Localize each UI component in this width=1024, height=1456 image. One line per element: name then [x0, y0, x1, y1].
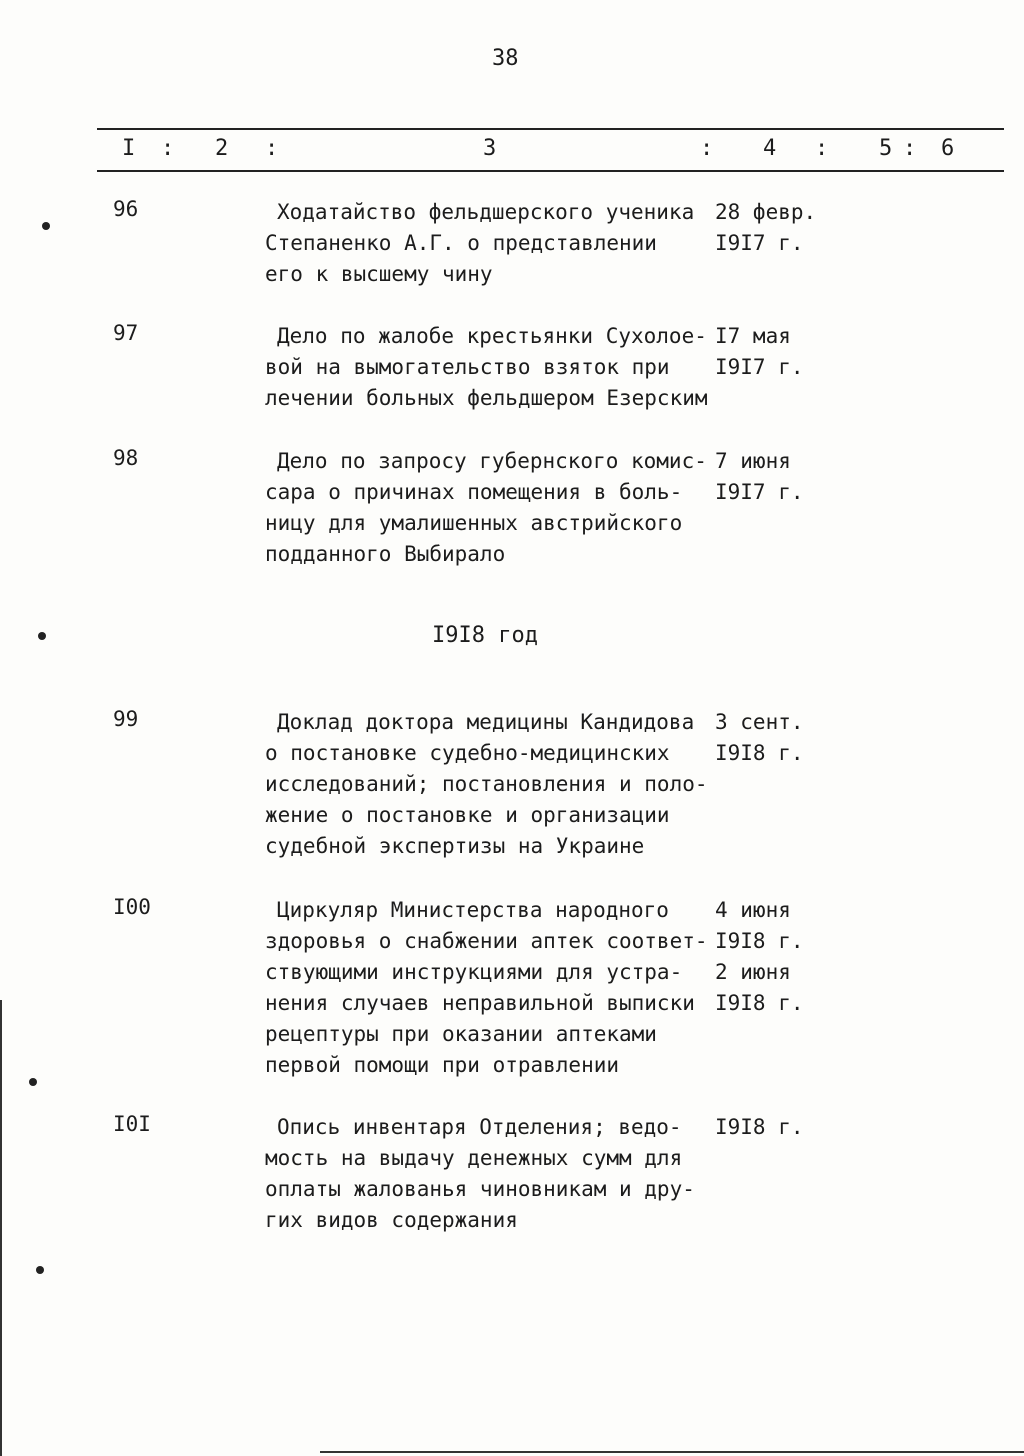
- description-line: здоровья о снабжении аптек соответ-: [265, 929, 708, 953]
- description-line: оплаты жалованья чиновникам и дру-: [265, 1177, 695, 1201]
- date-line: I9I7 г.: [715, 231, 804, 255]
- table-header-rule: [97, 170, 1004, 172]
- record-number: 98: [113, 446, 139, 470]
- description-line: Степаненко А.Г. о представлении: [265, 231, 657, 255]
- record-description: [265, 895, 708, 1081]
- description-line: мость на выдачу денежных сумм для: [265, 1146, 683, 1170]
- page-number: 38: [492, 46, 519, 71]
- header-sep: :: [265, 136, 279, 161]
- date-line: I9I7 г.: [715, 480, 804, 504]
- description-line: гих видов содержания: [265, 1208, 518, 1232]
- description-line: Опись инвентаря Отделения; ведо-: [277, 1115, 682, 1139]
- date-line: 4 июня: [715, 898, 791, 922]
- year-heading: I9I8 год: [432, 623, 538, 648]
- description-line: ницу для умалишенных австрийского: [265, 511, 683, 535]
- date-line: I9I7 г.: [715, 355, 804, 379]
- date-line: I9I8 г.: [715, 991, 804, 1015]
- header-sep: :: [161, 136, 175, 161]
- record-date: [715, 707, 804, 769]
- page-edge-left: [0, 1000, 2, 1456]
- date-line: I9I8 г.: [715, 1115, 804, 1139]
- header-col-5: 5: [879, 136, 893, 161]
- description-line: рецептуры при оказании аптеками: [265, 1022, 657, 1046]
- record-number: 99: [113, 707, 139, 731]
- description-line: исследований; постановления и поло-: [265, 772, 708, 796]
- header-sep: :: [700, 136, 714, 161]
- header-col-4: 4: [763, 136, 777, 161]
- binder-hole-mark: [36, 1266, 44, 1274]
- description-line: вой на вымогательство взяток при: [265, 355, 670, 379]
- table-top-rule: [97, 128, 1004, 130]
- header-col-6: 6: [941, 136, 955, 161]
- description-line: первой помощи при отравлении: [265, 1053, 620, 1077]
- record-number: I0I: [113, 1112, 151, 1136]
- description-line: подданного Выбирало: [265, 542, 506, 566]
- description-line: о постановке судебно-медицинских: [265, 741, 670, 765]
- record-date: [715, 1112, 804, 1143]
- record-date: [715, 446, 804, 508]
- header-col-1: I: [122, 136, 136, 161]
- record-description: [265, 197, 694, 290]
- page-edge-bottom: [320, 1451, 1024, 1453]
- date-line: 3 сент.: [715, 710, 804, 734]
- header-col-3: 3: [483, 136, 497, 161]
- date-line: I9I8 г.: [715, 929, 804, 953]
- binder-hole-mark: [29, 1078, 37, 1086]
- record-date: [715, 895, 804, 1019]
- description-line: Дело по запросу губернского комис-: [277, 449, 707, 473]
- description-line: судебной экспертизы на Украине: [265, 834, 645, 858]
- description-line: Доклад доктора медицины Кандидова: [277, 710, 695, 734]
- description-line: Ходатайство фельдшерского ученика: [277, 200, 695, 224]
- record-description: [265, 321, 708, 414]
- header-sep: :: [815, 136, 829, 161]
- record-description: [265, 707, 708, 862]
- date-line: 2 июня: [715, 960, 791, 984]
- date-line: I7 мая: [715, 324, 791, 348]
- record-description: [265, 446, 707, 570]
- record-number: 97: [113, 321, 139, 345]
- description-line: лечении больных фельдшером Езерским: [265, 386, 708, 410]
- description-line: Циркуляр Министерства народного: [277, 898, 669, 922]
- description-line: нения случаев неправильной выписки: [265, 991, 695, 1015]
- header-sep: :: [903, 136, 917, 161]
- description-line: его к высшему чину: [265, 262, 493, 286]
- record-number: I00: [113, 895, 151, 919]
- date-line: 7 июня: [715, 449, 791, 473]
- description-line: сара о причинах помещения в боль-: [265, 480, 683, 504]
- date-line: 28 февр.: [715, 200, 817, 224]
- description-line: Дело по жалобе крестьянки Сухолое-: [277, 324, 707, 348]
- header-col-2: 2: [215, 136, 229, 161]
- record-date: [715, 321, 804, 383]
- record-description: [265, 1112, 695, 1236]
- description-line: жение о постановке и организации: [265, 803, 670, 827]
- binder-hole-mark: [42, 222, 50, 230]
- record-number: 96: [113, 197, 139, 221]
- binder-hole-mark: [38, 632, 46, 640]
- record-date: [715, 197, 816, 259]
- description-line: ствующими инструкциями для устра-: [265, 960, 683, 984]
- date-line: I9I8 г.: [715, 741, 804, 765]
